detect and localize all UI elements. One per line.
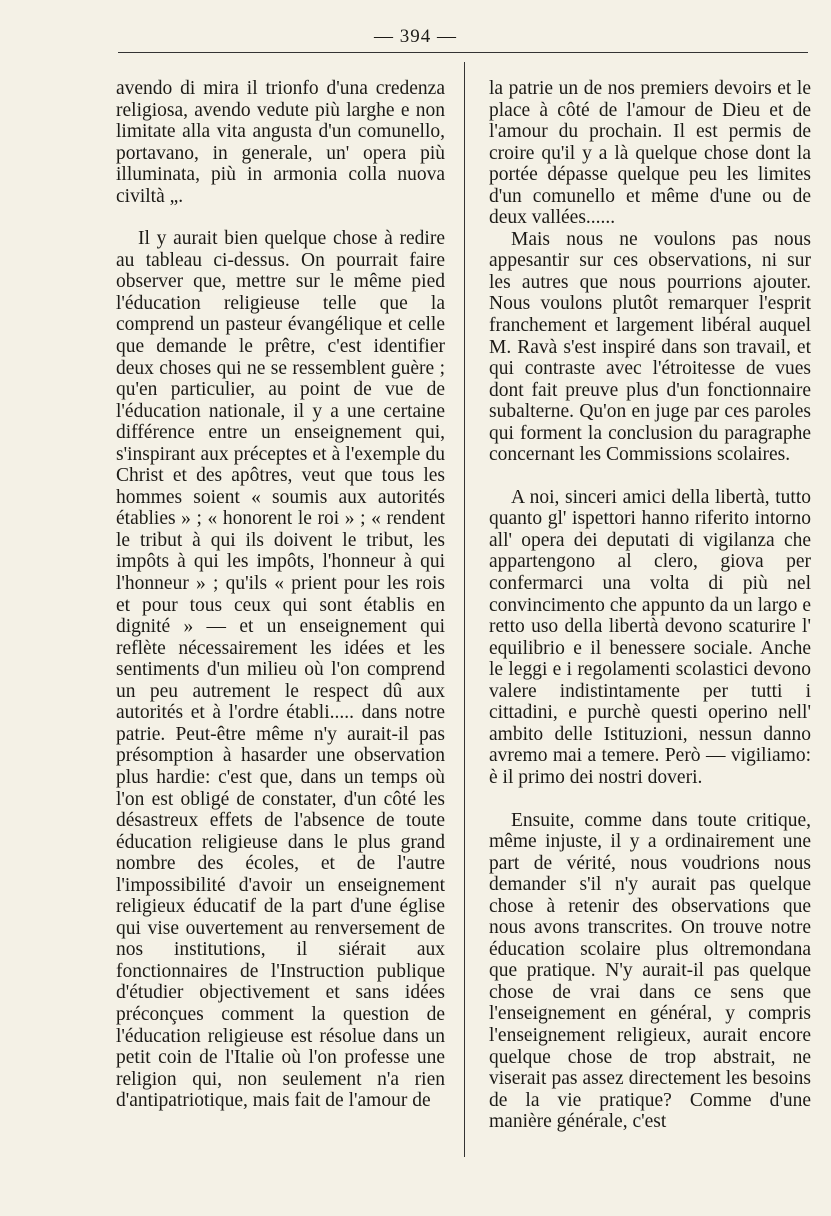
column-divider: [464, 62, 465, 1157]
header-rule: [118, 52, 808, 53]
left-column: [116, 78, 445, 1112]
right-paragraph-1: la patrie un de nos premiers devoirs et le place à côté de l'amour de Dieu et de l'amour du prochain. Il est permis de croire qu'il y a là quelque chose dont la portée dépasse quelque peu les limites d'un comunello et même d'une ou de deux vallées......: [489, 78, 811, 229]
right-paragraph-3: A noi, sinceri amici della libertà, tutto quanto gl' ispettori hanno riferito intorno all' opera dei deputati di vigilanza che appartengono al clero, giova per confermarci una volta di più nel convincimento che appunto da un largo e retto uso della libertà devono scaturire l' equilibrio e il benessere sociale. Anche le leggi e i regolamenti scolastici devono valere indistintamente per tutti i cittadini, e purchè questi operino nell' ambito delle Istituzioni, nessun danno avremo mai a temere. Però — vigiliamo: è il primo dei nostri doveri.: [489, 486, 811, 788]
right-column: [489, 78, 811, 1133]
left-paragraph-2: Il y aurait bien quelque chose à redire au tableau ci-dessus. On pourrait faire observer que, mettre sur le même pied l'éducation religieuse telle que la comprend un pasteur évangélique et celle que demande le prêtre, c'est identifier deux choses qui ne se ressemblent guère ; qu'en particulier, au point de vue de l'éducation nationale, il y a une certaine différence entre un enseignement qui, s'inspirant aux préceptes et à l'exemple du Christ et des apôtres, veut que tous les hommes soient « soumis aux autorités établies » ; « honorent le roi » ; « rendent le tribut à qui ils doivent le tribut, les impôts à qui les impôts, l'honneur à qui l'honneur » ; qu'ils « prient pour les rois et pour tous ceux qui sont établis en dignité » — et un enseignement qui reflète nécessairement les idées et les sentiments d'un milieu où l'on comprend un peu autrement le respect dû aux autorités et à l'ordre établi..... dans notre patrie. Peut-être même n'y aurait-il pas présomption à hasarder une observation plus hardie: c'est que, dans un temps où l'on est obligé de constater, d'un côté les désastreux effets de l'absence de toute éducation religieuse dans le plus grand nombre des écoles, et de l'autre l'impossibilité d'avoir un enseignement religieux éducatif de la part d'une église qui vise ouvertement au renversement de nos institutions, il siérait aux fonctionnaires de l'Instruction publique d'étudier objectivement et sans idées préconçues comment la question de l'éducation religieuse est résolue dans un petit coin de l'Italie où l'on professe une religion qui, non seulement n'a rien d'antipatriotique, mais fait de l'amour de: [116, 228, 445, 1112]
left-paragraph-1: avendo di mira il trionfo d'una credenza religiosa, avendo vedute più larghe e non limitate alla vita angusta d'un comunello, portavano, in generale, un' opera più illuminata, più in armonia colla nuova civiltà „.: [116, 78, 445, 207]
page-number: — 394 —: [374, 26, 457, 47]
right-paragraph-4: Ensuite, comme dans toute critique, même injuste, il y a ordinairement une part de vérité, nous voudrions nous demander s'il n'y aurait pas quelque chose à retenir des observations que nous avons transcrites. On trouve notre éducation scolaire plus oltremondana que pratique. N'y aurait-il pas quelque chose de vrai dans ce sens que l'enseignement en général, y compris l'enseignement religieux, aurait encore quelque chose de trop abstrait, ne viserait pas assez directement les besoins de la vie pratique? Comme d'une manière générale, c'est: [489, 809, 811, 1133]
right-paragraph-2: Mais nous ne voulons pas nous appesantir sur ces observations, ni sur les autres que nous pourrions ajouter. Nous voulons plutôt remarquer l'esprit franchement et largement libéral auquel M. Ravà s'est inspiré dans son travail, et qui contraste avec l'étroitesse de vues dont fait preuve plus d'un fonctionnaire subalterne. Qu'on en juge par ces paroles qui forment la conclusion du paragraphe concernant les Commissions scolaires.: [489, 228, 811, 466]
